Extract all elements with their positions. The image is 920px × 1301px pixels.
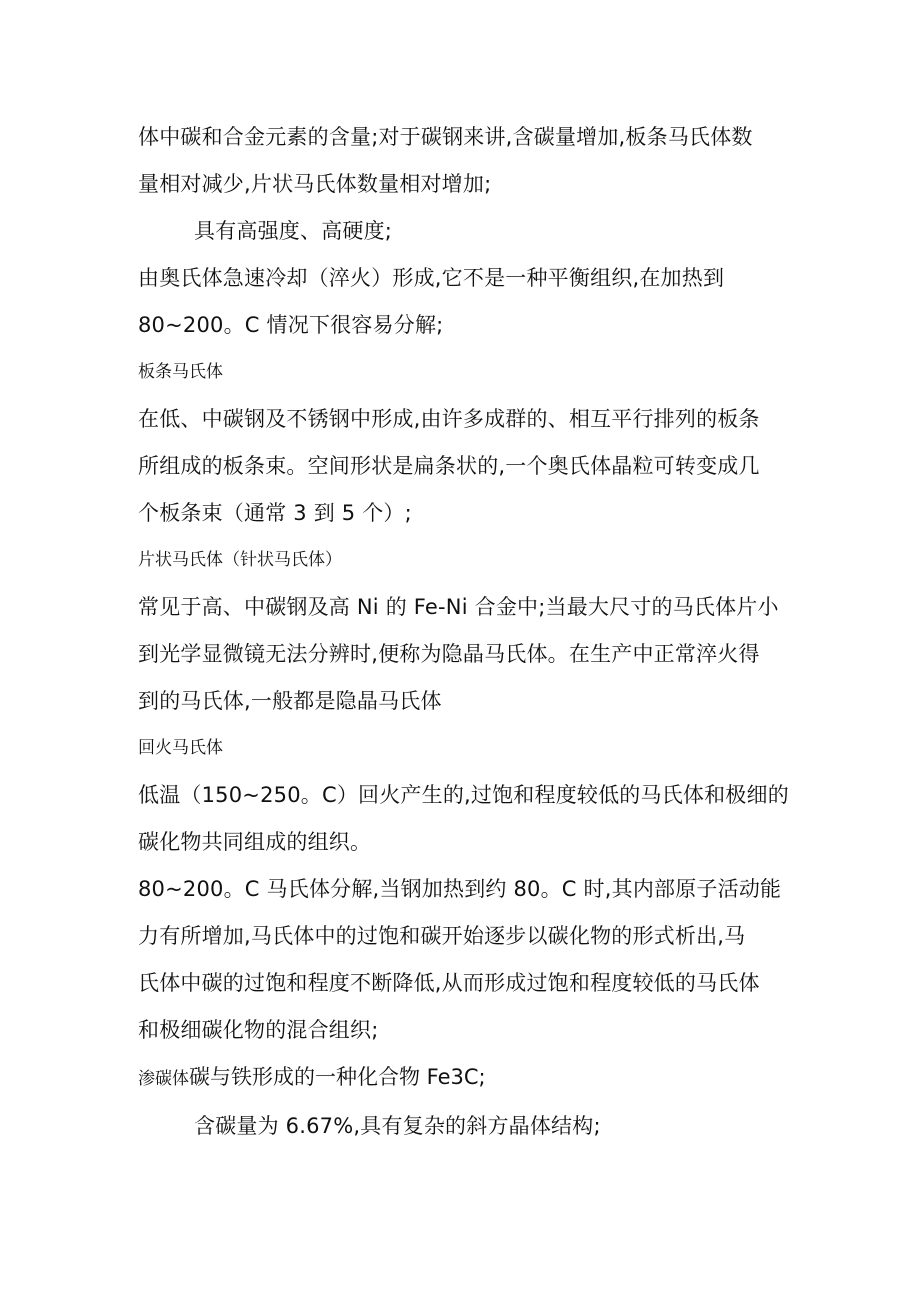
text-line: 由奥氏体急速冷却（淬火）形成,它不是一种平衡组织,在加热到 [138,266,725,290]
paragraph-low-temp-tempering [138,772,798,866]
heading-cementite: 渗碳体 [138,1069,189,1089]
heading-lath-martensite: 板条马氏体 [138,362,223,382]
text-line: 具有高强度、高硬度; [194,219,393,243]
text-line: 个板条束（通常 3 到 5 个）; [138,501,412,525]
text-line: 到光学显微镜无法分辨时,便称为隐晶马氏体。在生产中正常淬火得 [138,642,760,666]
paragraph-quench-formation [138,255,798,349]
paragraph-carbon-content [138,114,798,208]
paragraph-lath-martensite [138,396,798,537]
text-line: 80~200。C 马氏体分解,当钢加热到约 80。C 时,其内部原子活动能 [138,877,782,901]
heading-plate-martensite: 片状马氏体（针状马氏体） [138,550,342,570]
paragraph-plate-martensite [138,584,798,725]
document-body [138,114,798,1150]
text-line: 80~200。C 情况下很容易分解; [138,313,444,337]
text-line: 碳化物共同组成的组织。 [138,830,372,854]
text-line: 氏体中碳的过饱和程度不断降低,从而形成过饱和程度较低的马氏体 [138,971,760,995]
text-line: 到的马氏体,一般都是隐晶马氏体 [138,689,442,713]
text-line: 力有所增加,马氏体中的过饱和碳开始逐步以碳化物的形式析出,马 [138,924,746,948]
paragraph-martensite-decomposition [138,866,798,1054]
text-line: 在低、中碳钢及不锈钢中形成,由许多成群的、相互平行排列的板条 [138,407,760,431]
text-line: 量相对减少,片状马氏体数量相对增加; [138,172,492,196]
text-line: 常见于高、中碳钢及高 Ni 的 Fe-Ni 合金中;当最大尺寸的马氏体片小 [138,595,779,619]
text-line: 含碳量为 6.67%,具有复杂的斜方晶体结构; [194,1114,601,1138]
text-line: 低温（150~250。C）回火产生的,过饱和程度较低的马氏体和极细的 [138,783,789,807]
text-line: 体中碳和合金元素的含量;对于碳钢来讲,含碳量增加,板条马氏体数 [138,125,753,149]
text-line: 所组成的板条束。空间形状是扁条状的,一个奥氏体晶粒可转变成几 [138,454,760,478]
text-line: 和极细碳化物的混合组织; [138,1018,379,1042]
paragraph-cementite [138,1054,798,1103]
heading-tempered-martensite: 回火马氏体 [138,738,223,758]
paragraph-carbon-percentage [138,1103,798,1150]
text-cementite-definition: 碳与铁形成的一种化合物 Fe3C; [189,1065,486,1089]
paragraph-high-strength [138,208,798,255]
